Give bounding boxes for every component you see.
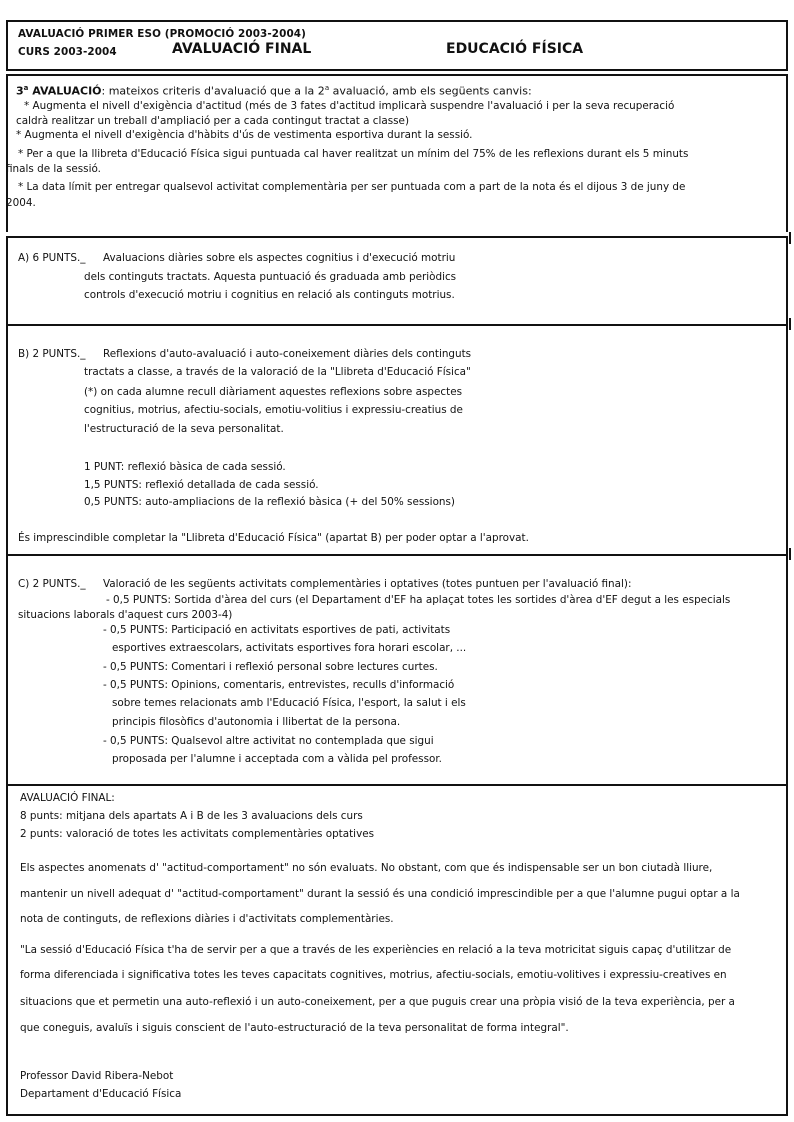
- intro-line: * Augmenta el nivell d'exigència d'hàbits d'ús de vestimenta esportiva durant la sessió.: [16, 129, 473, 141]
- section-c-line: - 0,5 PUNTS: Participació en activitats esportives de pati, activitats: [103, 624, 451, 636]
- header-bottom-rule: [6, 69, 788, 71]
- final-para2-line: situacions que et permetin una auto-reflexió i un auto-coneixement, per a que puguis crear una pròpia visió de la teva experiència, per a: [20, 996, 735, 1008]
- section-b-line: tractats a classe, a través de la valoració de la "Llibreta d'Educació Física": [84, 366, 471, 378]
- header-line1: AVALUACIÓ PRIMER ESO (PROMOCIÓ 2003-2004): [18, 28, 306, 40]
- header-course: CURS 2003-2004: [18, 46, 117, 58]
- intro-heading-rest: : mateixos criteris d'avaluació que a la 2: [101, 84, 325, 98]
- section-b-line: (*) on cada alumne recull diàriament aquestes reflexions sobre aspectes: [84, 386, 462, 398]
- final-para2-line: que coneguis, avaluïs i siguis conscient de l'auto-estructuració de la teva personalitat de forma integral".: [20, 1022, 569, 1034]
- rule-tick: [789, 232, 791, 244]
- section-b-label: B) 2 PUNTS._: [18, 348, 86, 360]
- intro-heading-word: AVALUACIÓ: [28, 84, 102, 98]
- section-a-line: Avaluacions diàries sobre els aspectes cognitius i d'execució motriu: [103, 252, 456, 264]
- section-c-label: C) 2 PUNTS._: [18, 578, 86, 590]
- final-para1-line: nota de continguts, de reflexions diàries i d'activitats complementàries.: [20, 913, 394, 925]
- intro-heading-sup: a: [23, 84, 29, 92]
- intro-line: * Per a que la llibreta d'Educació Física sigui puntuada cal haver realitzat un mínim del 75% de les reflexions durant els 5 minuts: [18, 148, 689, 160]
- section-a-line: controls d'execució motriu i cognitius en relació als continguts motrius.: [84, 289, 455, 301]
- final-line: 2 punts: valoració de totes les activitats complementàries optatives: [20, 828, 375, 840]
- intro-heading-num: 3: [16, 84, 24, 98]
- intro-heading-end: avaluació, amb els següents canvis:: [329, 84, 532, 98]
- section-c-line: - 0,5 PUNTS: Sortida d'àrea del curs (el Departament d'EF ha aplaçat totes les sortides d'àrea d'EF degut a les especials: [106, 594, 731, 606]
- section-c-intro: Valoració de les següents activitats complementàries i optatives (totes puntuen per l'avaluació final):: [103, 578, 632, 590]
- section-c-line: situacions laborals d'aquest curs 2003-4): [18, 609, 233, 621]
- intro-line: 2004.: [6, 197, 36, 209]
- section-c-top-rule: [6, 554, 788, 556]
- section-c-line: principis filosòfics d'autonomia i llibertat de la persona.: [112, 716, 401, 728]
- header-title: AVALUACIÓ FINAL: [172, 41, 312, 57]
- final-title: AVALUACIÓ FINAL:: [20, 792, 115, 804]
- final-para1-line: Els aspectes anomenats d' "actitud-comportament" no són evaluats. No obstant, com que és indispensable ser un bon ciutadà lliure,: [20, 862, 713, 874]
- intro-line: caldrà realitzar un treball d'ampliació per a cada contingut tractat a classe): [16, 115, 410, 127]
- intro-line: * Augmenta el nivell d'exigència d'actitud (més de 3 fates d'actitud implicarà suspendre l'avaluació i per la seva recuperació: [24, 100, 675, 112]
- intro-line: finals de la sessió.: [6, 163, 101, 175]
- section-b-line: Reflexions d'auto-avaluació i auto-coneixement diàries dels continguts: [103, 348, 472, 360]
- header-top-rule: [6, 20, 788, 22]
- section-c-line: - 0,5 PUNTS: Opinions, comentaris, entrevistes, reculls d'informació: [103, 679, 455, 691]
- section-c-line: esportives extraescolars, activitats esportives fora horari escolar, ...: [112, 642, 467, 654]
- page-bottom-rule: [6, 1114, 788, 1116]
- intro-heading-sup2: a: [324, 84, 330, 92]
- intro-top-rule: [6, 74, 788, 76]
- section-b-line: l'estructuració de la seva personalitat.: [84, 423, 284, 435]
- section-b-point: 1 PUNT: reflexió bàsica de cada sessió.: [84, 461, 286, 473]
- section-c-line: - 0,5 PUNTS: Qualsevol altre activitat no contemplada que sigui: [103, 735, 434, 747]
- section-b-point: 1,5 PUNTS: reflexió detallada de cada sessió.: [84, 479, 319, 491]
- signature-department: Departament d'Educació Física: [20, 1088, 182, 1100]
- final-para2-line: "La sessió d'Educació Física t'ha de servir per a que a través de les experiències en relació a la teva motricitat siguis capaç d'utilitzar de: [20, 944, 732, 956]
- final-para1-line: mantenir un nivell adequat d' "actitud-comportament" durant la sessió és una condició imprescindible per a que l'alumne pugui optar a la: [20, 888, 740, 900]
- final-para2-line: forma diferenciada i significativa totes les teves capacitats cognitives, motrius, afectiu-socials, emotiu-volitives i expressiu-creatives en: [20, 969, 727, 981]
- intro-heading: [16, 82, 532, 98]
- section-b-top-rule: [6, 324, 788, 326]
- final-line: 8 punts: mitjana dels apartats A i B de les 3 avaluacions dels curs: [20, 810, 363, 822]
- document-page: [6, 6, 788, 1116]
- signature-name: Professor David Ribera-Nebot: [20, 1070, 174, 1082]
- section-b-line: cognitius, motrius, afectiu-socials, emotiu-volitius i expressiu-creatius de: [84, 404, 463, 416]
- final-top-rule: [6, 784, 788, 786]
- section-b-note: És imprescindible completar la "Llibreta d'Educació Física" (apartat B) per poder optar a l'aprovat.: [18, 532, 529, 544]
- section-b-point: 0,5 PUNTS: auto-ampliacions de la reflexió bàsica (+ del 50% sessions): [84, 496, 455, 508]
- section-c-line: sobre temes relacionats amb l'Educació Física, l'esport, la salut i els: [112, 697, 466, 709]
- intro-line: * La data límit per entregar qualsevol activitat complementària per ser puntuada com a part de la nota és el dijous 3 de juny de: [18, 181, 686, 193]
- section-a-label: A) 6 PUNTS._: [18, 252, 86, 264]
- section-c-line: - 0,5 PUNTS: Comentari i reflexió personal sobre lectures curtes.: [103, 661, 438, 673]
- rule-tick: [789, 548, 791, 560]
- section-c-line: proposada per l'alumne i acceptada com a vàlida pel professor.: [112, 753, 442, 765]
- section-a-line: dels continguts tractats. Aquesta puntuació és graduada amb periòdics: [84, 271, 457, 283]
- header-subject: EDUCACIÓ FÍSICA: [446, 41, 584, 57]
- section-a-top-rule: [6, 236, 788, 238]
- rule-tick: [789, 318, 791, 330]
